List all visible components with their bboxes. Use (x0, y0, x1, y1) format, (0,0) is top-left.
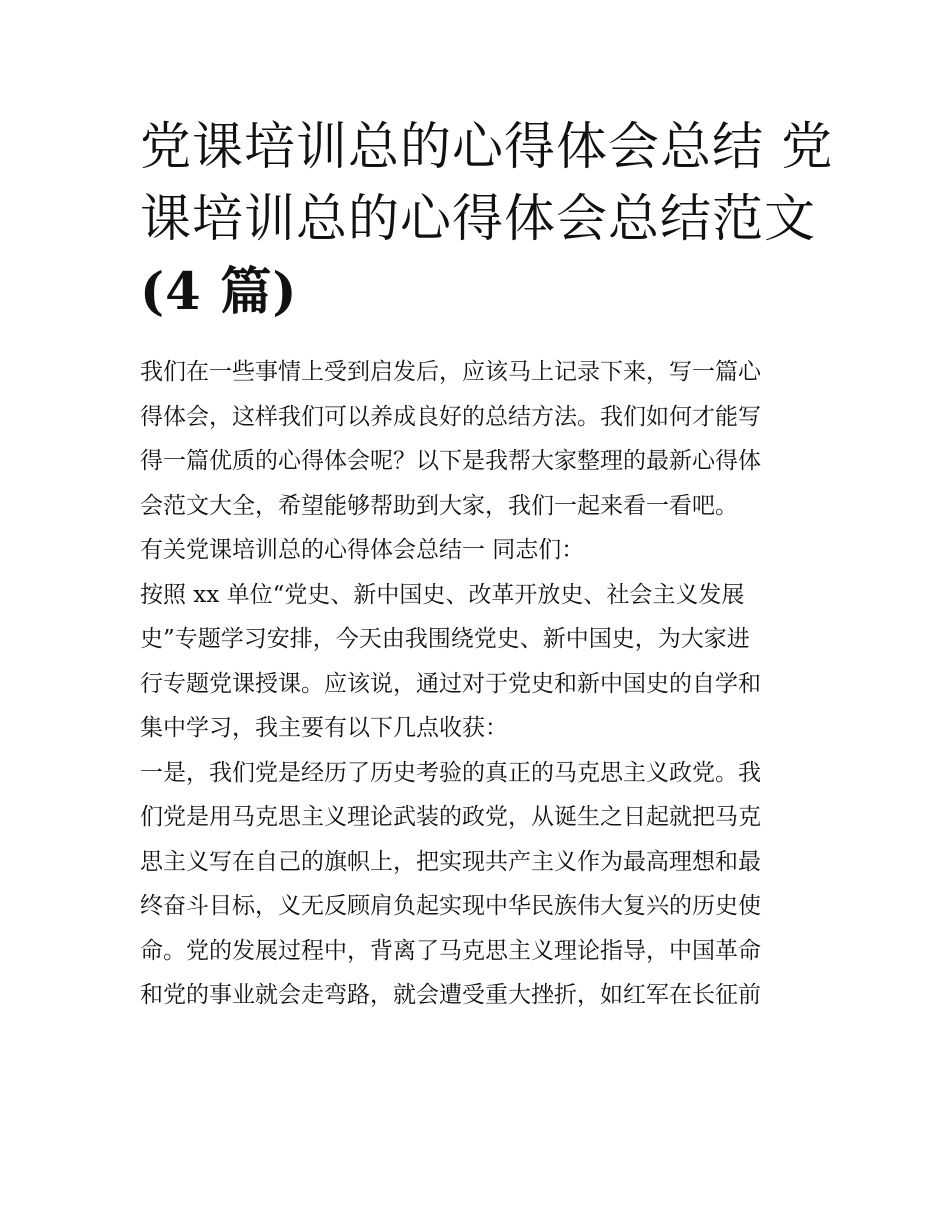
body-line: 一是，我们党是经历了历史考验的真正的马克思主义政党。我 (140, 759, 761, 786)
body-line: 终奋斗目标，义无反顾肩负起实现中华民族伟大复兴的历史使 (140, 893, 761, 919)
body-line: 们党是用马克思主义理论武装的政党，从诞生之日起就把马克 (140, 804, 761, 830)
body-line: 和党的事业就会走弯路，就会遭受重大挫折，如红军在长征前 (140, 982, 761, 1008)
body-line: 集中学习，我主要有以下几点收获： (140, 715, 508, 741)
document-content (140, 112, 834, 1018)
title-line: (4 篇) (140, 262, 298, 322)
document-body (140, 350, 812, 1018)
body-line: 行专题党课授课。应该说，通过对于党史和新中国史的自学和 (140, 670, 761, 697)
title-line: 课培训总的心得体会总结范文 (140, 190, 817, 249)
title-line: 党课培训总的心得体会总结 党 (140, 118, 834, 177)
body-line: 会范文大全，希望能够帮助到大家，我们一起来看一看吧。 (140, 492, 738, 519)
body-line: 思主义写在自己的旗帜上，把实现共产主义作为最高理想和最 (140, 848, 761, 875)
body-line: 我们在一些事情上受到启发后，应该马上记录下来，写一篇心 (140, 359, 761, 385)
body-line: 按照 xx 单位“党史、新中国史、改革开放史、社会主义发展 (140, 581, 745, 608)
body-line: 命。党的发展过程中，背离了马克思主义理论指导，中国革命 (140, 937, 761, 964)
body-line: 史”专题学习安排，今天由我围绕党史、新中国史，为大家进 (140, 626, 750, 652)
document-title (140, 112, 834, 328)
body-line: 得体会，这样我们可以养成良好的总结方法。我们如何才能写 (140, 403, 761, 430)
body-line: 得一篇优质的心得体会呢？以下是我帮大家整理的最新心得体 (140, 448, 761, 474)
section-heading-line: 有关党课培训总的心得体会总结一 同志们： (140, 537, 585, 563)
